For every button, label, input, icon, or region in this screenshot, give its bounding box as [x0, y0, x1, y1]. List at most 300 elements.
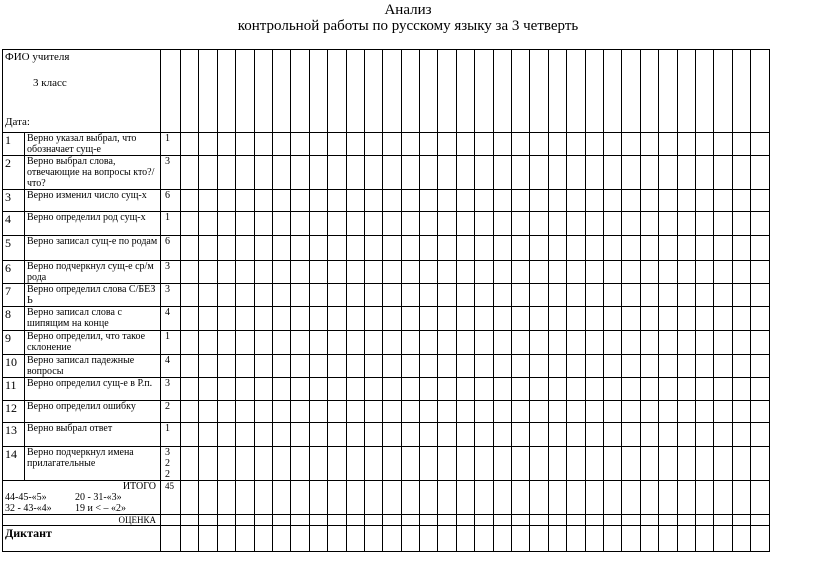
grade-cell [217, 423, 235, 447]
grade-cell [695, 331, 713, 355]
grade-cell [401, 447, 419, 481]
grade-cell [328, 50, 346, 133]
dictation-label: Диктант [3, 526, 161, 552]
grade-cell [383, 378, 401, 401]
grade-cell [585, 261, 603, 284]
grade-cell [475, 481, 493, 515]
grade-cell [567, 447, 585, 481]
grade-cell [493, 447, 511, 481]
grade-cell [456, 156, 474, 190]
grade-cell [236, 236, 254, 261]
grade-cell [548, 307, 566, 331]
grade-cell [217, 212, 235, 236]
grade-cell [199, 423, 217, 447]
grade-scale-5: 44-45-«5» [5, 492, 47, 503]
grade-cell [695, 50, 713, 133]
grade-cell [383, 156, 401, 190]
table-row [3, 378, 770, 401]
grade-cell [217, 526, 235, 552]
grade-cell [695, 212, 713, 236]
grade-cell [364, 378, 382, 401]
grade-cell [199, 355, 217, 378]
grade-cell [640, 378, 658, 401]
grade-cell [254, 284, 272, 307]
grade-cell [622, 423, 640, 447]
grade-cell [401, 355, 419, 378]
grade-cell [714, 190, 732, 212]
grade-cell [714, 307, 732, 331]
grade-cell [677, 156, 695, 190]
table-row [3, 331, 770, 355]
grade-cell [677, 355, 695, 378]
grade-cell [346, 156, 364, 190]
grade-cell [291, 284, 309, 307]
grade-cell [236, 50, 254, 133]
grade-cell [309, 355, 327, 378]
grade-cell [456, 331, 474, 355]
grade-cell [548, 212, 566, 236]
task-description: Верно изменил число сущ-х [25, 190, 161, 212]
grade-cell [272, 481, 290, 515]
grade-cell [291, 481, 309, 515]
grade-cell [328, 423, 346, 447]
grade-cell [383, 307, 401, 331]
grade-cell [512, 378, 530, 401]
grade-cell [475, 378, 493, 401]
grade-cell [364, 212, 382, 236]
table-row [3, 423, 770, 447]
task-description: Верно выбрал слова, отвечающие на вопросы кто?/что? [25, 156, 161, 190]
grade-cell [364, 447, 382, 481]
grade-cell [328, 212, 346, 236]
grade-cell [199, 50, 217, 133]
grade-cell [530, 515, 548, 526]
grade-cell [530, 447, 548, 481]
grade-cell [272, 133, 290, 156]
grade-cell [309, 261, 327, 284]
grade-cell [438, 481, 456, 515]
grade-cell [456, 423, 474, 447]
grade-cell [732, 50, 750, 133]
grade-cell [475, 447, 493, 481]
grade-cell [548, 190, 566, 212]
grade-cell [364, 156, 382, 190]
grade-cell [309, 133, 327, 156]
grade-cell [291, 447, 309, 481]
grade-cell [291, 423, 309, 447]
grade-cell [236, 307, 254, 331]
grade-cell [695, 481, 713, 515]
table-row [3, 133, 770, 156]
grade-cell [732, 261, 750, 284]
grade-cell [291, 133, 309, 156]
grade-cell [364, 481, 382, 515]
task-number: 10 [3, 355, 25, 378]
grade-cell [401, 515, 419, 526]
grade-cell [217, 331, 235, 355]
grade-cell [383, 236, 401, 261]
grade-cell [364, 261, 382, 284]
grade-cell [291, 236, 309, 261]
grade-cell [622, 526, 640, 552]
grade-cell [475, 401, 493, 423]
grade-cell [585, 355, 603, 378]
grade-cell [346, 50, 364, 133]
grade-cell [346, 526, 364, 552]
grade-cell [640, 212, 658, 236]
grade-cell [567, 378, 585, 401]
grade-cell [640, 307, 658, 331]
task-points: 3 2 2 [161, 447, 181, 481]
grade-cell [622, 212, 640, 236]
grade-cell [272, 284, 290, 307]
grade-scale-4: 32 - 43-«4» [5, 503, 52, 514]
total-points: 45 [161, 481, 181, 515]
grade-cell [236, 447, 254, 481]
grade-cell [732, 355, 750, 378]
grade-cell [659, 378, 677, 401]
grade-cell [401, 190, 419, 212]
grade-cell [346, 447, 364, 481]
grade-cell [383, 401, 401, 423]
table-row [3, 284, 770, 307]
grade-cell [548, 50, 566, 133]
grade-cell [254, 133, 272, 156]
grade-cell [291, 515, 309, 526]
grade-cell [420, 331, 438, 355]
grade-cell [603, 401, 621, 423]
grade-cell [512, 515, 530, 526]
grade-cell [659, 515, 677, 526]
dictation-points-cell [161, 526, 181, 552]
grade-cell [603, 526, 621, 552]
task-points: 3 [161, 156, 181, 190]
grade-cell [603, 355, 621, 378]
grade-cell [548, 236, 566, 261]
grade-cell [291, 355, 309, 378]
grade-cell [364, 190, 382, 212]
grade-cell [420, 156, 438, 190]
grade-cell [438, 447, 456, 481]
grade-cell [291, 378, 309, 401]
task-description: Верно подчеркнул имена прилагательные [25, 447, 161, 481]
grade-cell [309, 423, 327, 447]
grade-cell [401, 50, 419, 133]
grade-cell [567, 423, 585, 447]
grade-cell [585, 133, 603, 156]
grade-cell [309, 284, 327, 307]
grade-cell [603, 50, 621, 133]
total-cell [3, 481, 161, 515]
grade-cell [751, 156, 769, 190]
grade-cell [291, 526, 309, 552]
grade-cell [695, 236, 713, 261]
grade-cell [236, 401, 254, 423]
grade-cell [603, 133, 621, 156]
class-label: 3 класс [33, 77, 67, 89]
grade-cell [236, 481, 254, 515]
grade-cell [585, 190, 603, 212]
grade-cell [217, 236, 235, 261]
grade-cell [199, 133, 217, 156]
grade-cell [328, 481, 346, 515]
grade-cell [548, 331, 566, 355]
grade-cell [199, 378, 217, 401]
grade-cell [732, 307, 750, 331]
grade-cell [751, 133, 769, 156]
grade-cell [603, 156, 621, 190]
grade-cell [493, 284, 511, 307]
grade-scale-3: 20 - 31-«3» [75, 492, 122, 503]
grade-cell [291, 261, 309, 284]
grade-cell [603, 284, 621, 307]
grade-cell [640, 133, 658, 156]
grade-cell [732, 481, 750, 515]
grade-cell [714, 355, 732, 378]
grade-cell [217, 261, 235, 284]
grade-cell [585, 378, 603, 401]
grade-cell [567, 190, 585, 212]
grade-cell [622, 133, 640, 156]
grade-cell [493, 331, 511, 355]
grade-cell [512, 133, 530, 156]
grade-cell [512, 307, 530, 331]
grade-cell [603, 331, 621, 355]
grade-cell [567, 156, 585, 190]
grade-cell [364, 526, 382, 552]
grade-cell [254, 378, 272, 401]
grade-cell [181, 355, 199, 378]
grade-cell [512, 236, 530, 261]
grade-cell [659, 307, 677, 331]
grade-cell [456, 526, 474, 552]
grade-cell [512, 447, 530, 481]
grade-cell [640, 284, 658, 307]
grade-cell [548, 481, 566, 515]
grade-cell [659, 156, 677, 190]
grade-cell [659, 526, 677, 552]
grade-cell [438, 236, 456, 261]
grade-cell [695, 515, 713, 526]
grade-cell [456, 378, 474, 401]
grade-cell [548, 447, 566, 481]
grade-cell [751, 284, 769, 307]
grade-cell [695, 307, 713, 331]
grade-cell [530, 133, 548, 156]
task-description: Верно определил род сущ-х [25, 212, 161, 236]
grade-cell [364, 515, 382, 526]
grade-cell [475, 212, 493, 236]
grade-cell [401, 331, 419, 355]
grade-cell [420, 284, 438, 307]
grade-cell [732, 447, 750, 481]
grade-cell [585, 156, 603, 190]
grade-cell [751, 401, 769, 423]
grade-cell [695, 156, 713, 190]
table-row [3, 156, 770, 190]
task-points: 2 [161, 401, 181, 423]
grade-cell [199, 236, 217, 261]
grade-cell [254, 190, 272, 212]
grade-cell [309, 212, 327, 236]
grade-cell [236, 378, 254, 401]
grade-cell [291, 50, 309, 133]
grade-cell [420, 378, 438, 401]
grade-cell [181, 515, 199, 526]
grade-cell [475, 307, 493, 331]
grade-cell [695, 526, 713, 552]
grade-cell [751, 50, 769, 133]
grade-cell [659, 50, 677, 133]
grade-cell [622, 378, 640, 401]
grade-cell [732, 156, 750, 190]
grade-cell [622, 355, 640, 378]
grade-cell [383, 447, 401, 481]
grade-cell [622, 236, 640, 261]
grade-cell [695, 355, 713, 378]
grade-cell [732, 284, 750, 307]
grade-cell [254, 156, 272, 190]
grade-cell [677, 401, 695, 423]
grade-cell [328, 284, 346, 307]
grade-cell [512, 355, 530, 378]
grade-cell [530, 284, 548, 307]
grade-cell [732, 133, 750, 156]
grade-cell [585, 284, 603, 307]
table-row [3, 447, 770, 481]
grade-cell [714, 236, 732, 261]
grade-cell [659, 284, 677, 307]
grade-cell [548, 284, 566, 307]
grade-cell [659, 236, 677, 261]
grade-cell [401, 236, 419, 261]
grade-cell [199, 526, 217, 552]
grade-cell [512, 401, 530, 423]
grade-cell [438, 190, 456, 212]
grade-cell [181, 526, 199, 552]
teacher-name-label: ФИО учителя [5, 51, 70, 63]
grade-cell [346, 307, 364, 331]
grade-cell [548, 515, 566, 526]
grade-cell [512, 331, 530, 355]
grade-cell [567, 355, 585, 378]
task-points: 1 [161, 212, 181, 236]
grade-cell [383, 133, 401, 156]
grade-cell [530, 401, 548, 423]
grade-cell [585, 423, 603, 447]
grade-cell [493, 212, 511, 236]
grade-cell [181, 236, 199, 261]
grade-cell [585, 50, 603, 133]
grade-cell [493, 481, 511, 515]
grade-cell [512, 261, 530, 284]
grade-cell [383, 261, 401, 284]
grade-cell [272, 526, 290, 552]
grade-cell [585, 515, 603, 526]
grade-cell [622, 331, 640, 355]
grade-cell [236, 261, 254, 284]
grade-cell [714, 401, 732, 423]
grade-cell [493, 50, 511, 133]
grade-cell [622, 447, 640, 481]
grade-cell [364, 236, 382, 261]
grade-cell [254, 331, 272, 355]
grade-cell [677, 236, 695, 261]
task-number: 12 [3, 401, 25, 423]
grade-cell [695, 133, 713, 156]
grade-cell [438, 355, 456, 378]
grade-cell [181, 50, 199, 133]
grade-cell [567, 261, 585, 284]
grade-cell [328, 355, 346, 378]
grade-cell [181, 190, 199, 212]
grade-cell [181, 423, 199, 447]
grade-cell [677, 481, 695, 515]
grade-cell [640, 331, 658, 355]
grade-cell [420, 481, 438, 515]
grade-cell [512, 212, 530, 236]
grade-cell [346, 284, 364, 307]
grade-cell [346, 481, 364, 515]
grade-cell [346, 190, 364, 212]
grade-cell [328, 401, 346, 423]
grade-cell [199, 401, 217, 423]
grade-cell [309, 526, 327, 552]
grade-cell [272, 307, 290, 331]
grade-cell [603, 261, 621, 284]
grade-cell [217, 447, 235, 481]
grade-cell [254, 423, 272, 447]
grade-cell [272, 50, 290, 133]
grade-cell [640, 50, 658, 133]
grade-cell [383, 50, 401, 133]
grade-cell [567, 331, 585, 355]
grade-cell [438, 331, 456, 355]
grade-cell [512, 423, 530, 447]
grade-cell [309, 401, 327, 423]
grade-cell [695, 423, 713, 447]
grade-cell [456, 284, 474, 307]
grade-cell [677, 307, 695, 331]
grade-cell [475, 331, 493, 355]
grade-cell [438, 133, 456, 156]
grade-cell [677, 50, 695, 133]
task-points: 3 [161, 378, 181, 401]
grade-cell [677, 190, 695, 212]
grade-cell [751, 236, 769, 261]
grade-cell [475, 190, 493, 212]
grade-cell [364, 331, 382, 355]
grade-cell [530, 156, 548, 190]
grade-cell [493, 355, 511, 378]
table-row [3, 212, 770, 236]
grade-cell [493, 401, 511, 423]
grade-cell [640, 156, 658, 190]
grade-cell [236, 423, 254, 447]
grade-row [3, 515, 770, 526]
grade-cell [217, 190, 235, 212]
grade-cell [456, 447, 474, 481]
grade-cell [493, 261, 511, 284]
grade-cell [751, 423, 769, 447]
grade-cell [640, 515, 658, 526]
grade-cell [567, 133, 585, 156]
task-points: 4 [161, 307, 181, 331]
grade-cell [272, 378, 290, 401]
task-description: Верно указал выбрал, что обозначает сущ-е [25, 133, 161, 156]
task-number: 5 [3, 236, 25, 261]
grade-cell [309, 481, 327, 515]
